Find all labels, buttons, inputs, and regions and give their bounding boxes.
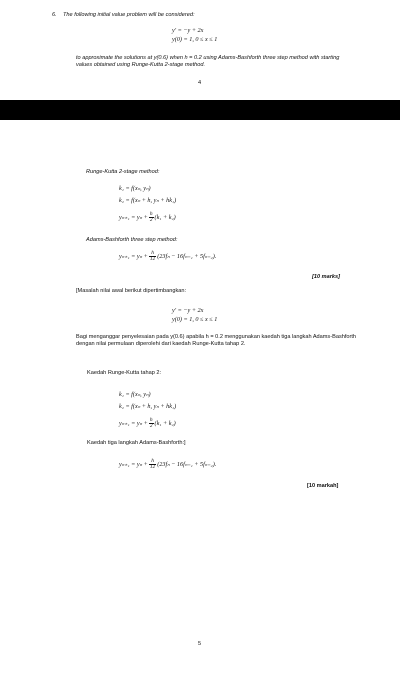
malay-rk-fraction	[149, 418, 154, 429]
ab-formula	[119, 251, 216, 262]
malay-rk-frac-num: h	[149, 417, 153, 423]
ab-rhs: (23fₙ − 16fₙ₋₁ + 5fₙ₋₂).	[157, 252, 217, 260]
malay-ab-title: Kaedah tiga langkah Adams-Bashforth:]	[87, 440, 186, 446]
malay-ab-fraction	[149, 459, 156, 470]
ab-title: Adams-Bashforth three step method:	[86, 237, 178, 243]
marks-malay: [10 markah]	[307, 483, 339, 489]
malay-ab-frac-num: h	[149, 459, 156, 465]
malay-ode-equation: y′ = −y + 2x	[172, 307, 204, 314]
page-number-top: 4	[198, 80, 202, 86]
ab-frac-num: h	[149, 251, 156, 257]
ab-lhs: yₙ₊₁ = yₙ +	[119, 252, 148, 260]
page-bottom	[0, 120, 400, 700]
ab-frac-den: 12	[149, 256, 156, 262]
rk-frac-den: 2	[149, 217, 153, 223]
malay-initial-condition: y(0) = 1, 0 ≤ x ≤ 1	[172, 316, 218, 323]
marks-english: [10 marks]	[312, 274, 340, 280]
page-number-bottom: 5	[198, 641, 202, 647]
malay-rk-frac-den: 2	[149, 423, 153, 429]
rk-update-rhs: (k₁ + k₂)	[154, 213, 176, 221]
ab-fraction	[149, 251, 156, 262]
rk-frac-num: h	[149, 211, 153, 217]
rk-fraction	[149, 212, 154, 223]
malay-intro: [Masalah nilai awal berikut dipertimbangkan:	[76, 288, 187, 294]
malay-ab-lhs: yₙ₊₁ = yₙ +	[119, 460, 148, 468]
page-top	[0, 0, 400, 100]
malay-rk-k1: k₁ = f(xₙ, yₙ)	[119, 391, 151, 398]
malay-ab-rhs: (23fₙ − 16fₙ₋₁ + 5fₙ₋₂).	[157, 460, 217, 468]
initial-condition: y(0) = 1, 0 ≤ x ≤ 1	[172, 36, 218, 43]
rk-k1: k₁ = f(xₙ, yₙ)	[119, 185, 151, 192]
question-intro: The following initial value problem will be considered:	[63, 12, 195, 18]
question-number: 6.	[52, 12, 57, 18]
malay-rk-update-formula	[119, 418, 176, 429]
malay-task-statement: Bagi menganggar penyelesaian pada y(0.6) apabila h = 0.2 menggunakan kaedah tiga langkah Adams-Bashforth dengan nilai permulaan diperolehi dari kaedah Runge-Kutta tahap 2.	[76, 334, 357, 347]
malay-rk-title: Kaedah Runge-Kutta tahap 2:	[87, 370, 162, 376]
malay-ab-formula	[119, 459, 216, 470]
ode-equation: y′ = −y + 2x	[172, 27, 204, 34]
malay-rk-update-rhs: (k₁ + k₂)	[154, 419, 176, 427]
rk-k2: k₂ = f(xₙ + h, yₙ + hk₁)	[119, 197, 177, 204]
malay-ab-frac-den: 12	[149, 464, 156, 470]
rk-update-lhs: yₙ₊₁ = yₙ +	[119, 213, 148, 221]
task-statement: to approximate the solutions at y(0.6) when h = 0.2 using Adams-Bashforth three step method with starting values obtained using Runge-Kutta 2-stage method.	[76, 55, 340, 68]
rk-title: Runge-Kutta 2-stage method:	[86, 169, 160, 175]
malay-rk-update-lhs: yₙ₊₁ = yₙ +	[119, 419, 148, 427]
malay-rk-k2: k₂ = f(xₙ + h, yₙ + hk₁)	[119, 403, 177, 410]
rk-update-formula	[119, 212, 176, 223]
